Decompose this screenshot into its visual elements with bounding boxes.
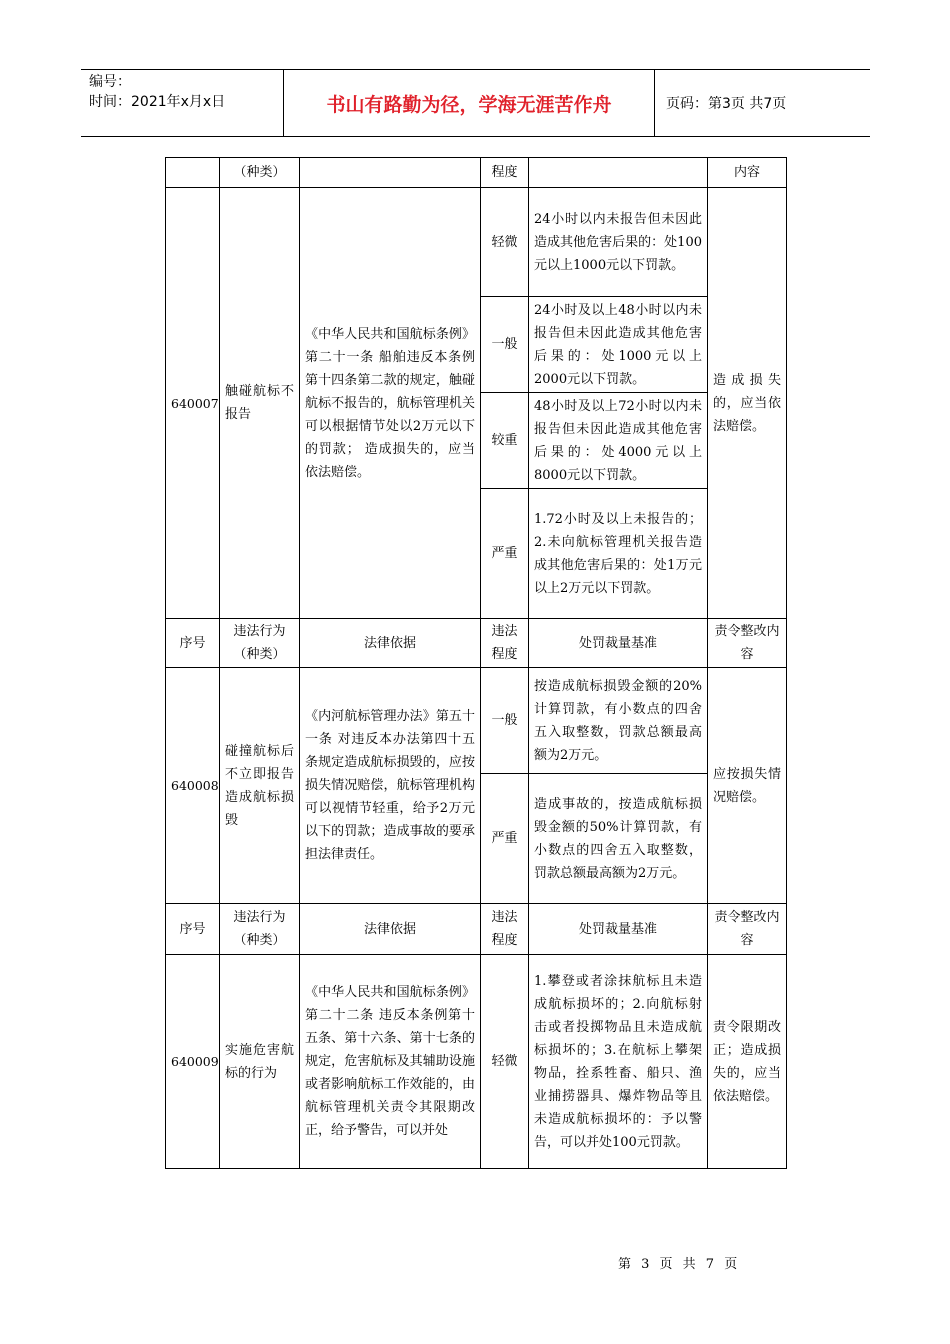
violation-type: 触碰航标不报告: [220, 188, 300, 619]
column-header-basis: 法律依据: [300, 619, 481, 668]
document-number-label: 编号：: [89, 74, 131, 90]
table-continuation-header: [166, 158, 787, 188]
violation-degree: 轻微: [481, 188, 529, 297]
table-header-row: [166, 904, 787, 955]
row-number: 640008: [166, 668, 220, 904]
penalty-standard: 24小时以内未报告但未因此造成其他危害后果的：处100元以上1000元以下罚款。: [529, 188, 708, 297]
header-motto: 书山有路勤为径，学海无涯苦作舟: [284, 70, 655, 136]
legal-basis: 《中华人民共和国航标条例》第二十一条 船舶违反本条例第十四条第二款的规定，触碰航标不报告的，航标管理机关可以根据情节处以2万元以下的罚款； 造成损失的，应当依法赔偿。: [300, 188, 481, 619]
violation-degree: 较重: [481, 393, 529, 489]
penalty-table: [165, 157, 787, 1169]
column-header-type: 违法行为（种类）: [220, 904, 300, 955]
header-standard-cell: [529, 158, 708, 188]
header-no-cell: [166, 158, 220, 188]
violation-degree: 轻微: [481, 955, 529, 1169]
column-header-basis: 法律依据: [300, 904, 481, 955]
page-header: [81, 69, 870, 137]
header-type-cell: （种类）: [220, 158, 300, 188]
penalty-standard: 48小时及以上72小时以内未报告但未因此造成其他危害后果的：处4000元以上8000元以下罚款。: [529, 393, 708, 489]
violation-type: 实施危害航标的行为: [220, 955, 300, 1169]
violation-degree: 一般: [481, 297, 529, 393]
column-header-standard: 处罚裁量基准: [529, 904, 708, 955]
violation-degree: 一般: [481, 668, 529, 774]
violation-degree: 严重: [481, 774, 529, 904]
penalty-standard: 24小时及以上48小时以内未报告但未因此造成其他危害后果的：处1000元以上2000元以下罚款。: [529, 297, 708, 393]
violation-type: 碰撞航标后不立即报告造成航标损毁: [220, 668, 300, 904]
header-degree-cell: 程度: [481, 158, 529, 188]
column-header-degree: 违法程度: [481, 904, 529, 955]
legal-basis: 《内河航标管理办法》第五十一条 对违反本办法第四十五条规定造成航标损毁的，应按损失情况赔偿，航标管理机构可以视情节轻重，给予2万元以下的罚款；造成事故的要承担法律责任。: [300, 668, 481, 904]
penalty-standard: 按造成航标损毁金额的20%计算罚款，有小数点的四舍五入取整数，罚款总额最高额为2万元。: [529, 668, 708, 774]
table-row: [166, 668, 787, 774]
penalty-standard: 1.攀登或者涂抹航标且未造成航标损坏的；2.向航标射击或者投掷物品且未造成航标损坏的；3.在航标上攀架物品，拴系牲畜、船只、渔业捕捞器具、爆炸物品等且未造成航标损坏的：予以警告，可以并处100元罚款。: [529, 955, 708, 1169]
table-row: [166, 955, 787, 1169]
column-header-degree: 违法程度: [481, 619, 529, 668]
column-header-no: 序号: [166, 619, 220, 668]
column-header-order: 责令整改内容: [708, 619, 787, 668]
penalty-standard: 1.72小时及以上未报告的；2.未向航标管理机关报告造成其他危害后果的：处1万元以上2万元以下罚款。: [529, 489, 708, 619]
page-footer: 第 3 页 共 7 页: [618, 1257, 741, 1272]
header-page-label: 页码：第3页 共7页: [666, 96, 787, 112]
table-row: [166, 188, 787, 297]
violation-degree: 严重: [481, 489, 529, 619]
legal-basis: 《中华人民共和国航标条例》第二十二条 违反本条例第十五条、第十六条、第十七条的规定，危害航标及其辅助设施或者影响航标工作效能的，由航标管理机关责令其限期改正，给予警告，可以并处: [300, 955, 481, 1169]
column-header-order: 责令整改内容: [708, 904, 787, 955]
header-order-cell: 内容: [708, 158, 787, 188]
column-header-standard: 处罚裁量基准: [529, 619, 708, 668]
column-header-no: 序号: [166, 904, 220, 955]
row-number: 640007: [166, 188, 220, 619]
document-date-label: 时间：2021年x月x日: [89, 94, 226, 110]
row-number: 640009: [166, 955, 220, 1169]
header-meta: [81, 70, 284, 136]
column-header-type: 违法行为（种类）: [220, 619, 300, 668]
penalty-standard: 造成事故的，按造成航标损毁金额的50%计算罚款，有小数点的四舍五入取整数，罚款总额最高额为2万元。: [529, 774, 708, 904]
table-header-row: [166, 619, 787, 668]
rectification-content: 应按损失情况赔偿。: [708, 668, 787, 904]
rectification-content: 造成损失的，应当依法赔偿。: [708, 188, 787, 619]
header-basis-cell: [300, 158, 481, 188]
rectification-content: 责令限期改正；造成损失的，应当依法赔偿。: [708, 955, 787, 1169]
